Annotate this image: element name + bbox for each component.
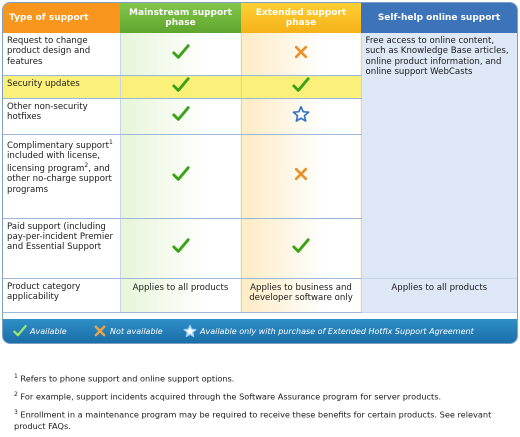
- row-label: Other non-security hotfixes: [3, 98, 120, 134]
- extended-applicability: Applies to business and developer software only: [241, 278, 361, 312]
- selfhelp-applicability: Applies to all products: [361, 278, 517, 312]
- extended-cell: [241, 75, 361, 98]
- row-label: Security updates: [3, 75, 120, 98]
- footnote-text: Refers to phone support and online support options.: [17, 373, 235, 384]
- mainstream-cell: [120, 134, 241, 218]
- footnote-mark: 1: [14, 373, 18, 380]
- mainstream-cell: [120, 98, 241, 134]
- row-label: Request to change product design and features: [3, 33, 120, 75]
- mainstream-cell: [120, 75, 241, 98]
- footnote-1: [14, 372, 514, 384]
- footnote-mark: 2: [14, 391, 18, 399]
- legend-available-label: Available: [30, 326, 67, 336]
- check-icon: [172, 105, 190, 123]
- mainstream-cell: [120, 218, 241, 278]
- check-icon: [172, 237, 190, 255]
- footnote-ref: 1: [108, 138, 113, 146]
- label-part: included with license, licensing program: [7, 150, 101, 175]
- row-label: [3, 134, 120, 218]
- star-icon: [183, 324, 197, 338]
- footnote-mark: 3: [14, 409, 18, 417]
- check-icon: [13, 324, 27, 338]
- footnote-ref: 2: [84, 162, 89, 170]
- mainstream-applicability: Applies to all products: [120, 278, 241, 312]
- footnote-text: Enrollment in a maintenance program may be required to receive these benefits for certain products. See relevant product FAQs.: [14, 410, 492, 431]
- check-icon: [172, 165, 190, 183]
- label-part: Complimentary support: [7, 140, 109, 151]
- footnote-text: For example, support incidents acquired through the Software Assurance program for server products.: [17, 391, 442, 402]
- x-icon: [292, 166, 310, 184]
- header-mainstream: Mainstream support phase: [120, 3, 241, 33]
- table-row: [3, 33, 517, 75]
- legend-available: [13, 324, 67, 338]
- legend-not-available: [93, 324, 163, 338]
- footnote-2: [14, 390, 514, 402]
- label-part: , and other no-charge support programs: [7, 164, 112, 195]
- extended-cell: [241, 218, 361, 278]
- header-row: [3, 3, 517, 33]
- check-icon: [292, 237, 310, 255]
- extended-cell: [241, 33, 361, 75]
- check-icon: [292, 76, 310, 94]
- legend-hotfix: [183, 324, 474, 338]
- footnote-3: [14, 408, 514, 431]
- x-icon: [292, 44, 310, 62]
- extended-cell: [241, 98, 361, 134]
- mainstream-cell: [120, 33, 241, 75]
- legend-bar: [3, 319, 517, 343]
- x-icon: [93, 324, 107, 338]
- header-extended: Extended support phase: [241, 3, 361, 33]
- check-icon: [172, 76, 190, 94]
- footnotes: [14, 372, 514, 437]
- support-table-frame: [2, 2, 518, 344]
- header-selfhelp: Self-help online support: [361, 3, 517, 33]
- check-icon: [172, 43, 190, 61]
- legend-not-available-label: Not available: [110, 326, 163, 336]
- table-row: [3, 278, 517, 312]
- selfhelp-description: Free access to online content, such as Knowledge Base articles, online product information, and online support WebCasts: [361, 33, 517, 278]
- legend-hotfix-label: Available only with purchase of Extended Hotfix Support Agreement: [200, 326, 474, 336]
- star-icon: [292, 105, 310, 123]
- extended-cell: [241, 134, 361, 218]
- header-type-of-support: Type of support: [3, 3, 120, 33]
- support-lifecycle-table: [3, 3, 517, 313]
- row-label: Paid support (including pay-per-incident Premier and Essential Support: [3, 218, 120, 278]
- row-label: Product category applicability: [3, 278, 120, 312]
